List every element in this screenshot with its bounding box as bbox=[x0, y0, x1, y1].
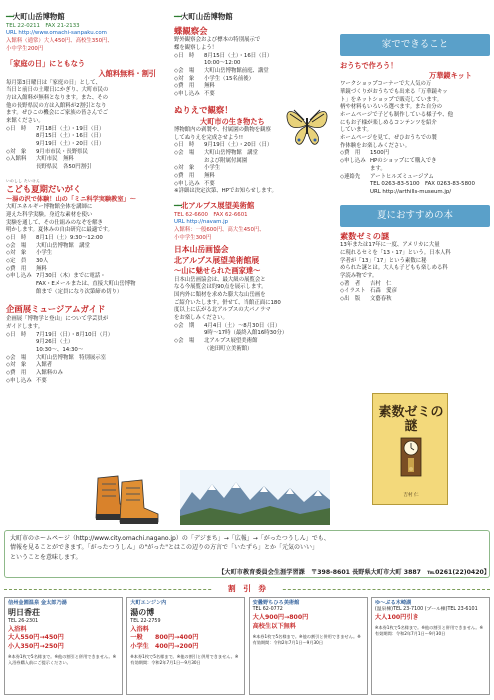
family-day-title: 「家庭の日」にともなう bbox=[6, 59, 86, 69]
kids-subtitle: ～湯の沢で体験！山の「ミニ科学実験教室」～ bbox=[6, 195, 136, 203]
mountain-painting bbox=[180, 470, 330, 525]
body-line: なる今展覧会は約90点を展示します。 bbox=[174, 284, 267, 291]
footer-line-3: ということを意味します。 bbox=[10, 553, 82, 561]
coupon-price-2: 一般 800円→400円 bbox=[130, 634, 199, 642]
detail-value: 9月19日（土）・20日（日） bbox=[204, 142, 273, 149]
detail-row bbox=[340, 158, 490, 166]
body-line: 方は入館料が無料となります。また、その bbox=[6, 94, 108, 101]
butterfly-section bbox=[174, 26, 334, 99]
detail-value: 入館者 bbox=[36, 362, 53, 369]
contact-tel: TEL 22-0211 FAX 21-2133 bbox=[6, 22, 80, 29]
detail-row bbox=[340, 288, 490, 296]
home-banner: 家でできること bbox=[340, 34, 490, 56]
detail-value: 長野県民 各50円割引 bbox=[36, 164, 92, 171]
detail-key: ◇著 者 bbox=[340, 280, 361, 287]
body-line: ご紹介いたします。併せて、当館正面に180 bbox=[174, 299, 281, 306]
body-line: められた謎とは。大人も子どもも楽しめる科 bbox=[340, 265, 448, 272]
body-line: 蝶を観察しよう！ bbox=[174, 45, 218, 52]
alps-exhibit-title: 北アルプス展望美術館展 bbox=[174, 256, 260, 266]
museum-heading-2: ━━大町山岳博物館 bbox=[174, 12, 233, 21]
alps-heading: ━━北アルプス展望美術館 bbox=[174, 201, 255, 210]
museum-heading: ━━大町山岳博物館 bbox=[6, 12, 65, 21]
book-title: 素数ゼミの謎 bbox=[340, 230, 390, 241]
museum-url[interactable]: URL http://www.omachi-sanpaku.com bbox=[6, 30, 107, 37]
detail-value: 7月19日（日）・8月10日（月） bbox=[36, 331, 114, 338]
detail-key: ◇費 用 bbox=[174, 172, 195, 179]
body-line: 他の長野県民の方は入館料が2割引となり bbox=[6, 102, 107, 109]
alps-fee-1: 入館料：一般600円、高大生450円、 bbox=[174, 226, 265, 233]
detail-key: ◇会 場 bbox=[174, 149, 195, 156]
detail-key: ◇イラスト bbox=[340, 288, 366, 295]
book-cover bbox=[372, 393, 448, 505]
alps-section bbox=[174, 201, 334, 353]
fee-line-2: 小中学生200円 bbox=[6, 45, 44, 52]
coupon-row bbox=[4, 597, 490, 695]
detail-value: アートヒルズミュージアム bbox=[370, 173, 434, 180]
detail-row bbox=[6, 250, 166, 258]
coupon-price-3: 小人350円→250円 bbox=[8, 643, 64, 651]
detail-key: ◇日 時 bbox=[174, 142, 195, 149]
detail-key: ◇日 時 bbox=[6, 331, 27, 338]
detail-key: ◇申し込み bbox=[174, 180, 200, 187]
detail-value: 小学生 bbox=[204, 165, 221, 172]
detail-row bbox=[174, 53, 334, 61]
detail-value: 館まで（定員になり次第締め切り） bbox=[36, 288, 123, 295]
body-line: 華鏡づくりがおうちでも出来る「万華鏡キッ bbox=[340, 89, 448, 96]
detail-value: 大町山岳博物館 講堂 bbox=[36, 242, 90, 249]
body-line: 学読み物です。 bbox=[340, 272, 378, 279]
fee-line-1: 入館料（通常）大人450円、高校生350円、 bbox=[6, 37, 113, 44]
coupon-card[interactable] bbox=[4, 597, 123, 695]
body-line: 度以上に広がる北アルプスの大パノラマ bbox=[174, 307, 271, 314]
body-line: ガイドします。 bbox=[6, 324, 44, 331]
book-cover-author: 吉村 仁 bbox=[403, 493, 419, 499]
detail-value: 不要 bbox=[204, 91, 215, 98]
body-line: 柄や材料もいろいろ選べます。また自分の bbox=[340, 104, 442, 111]
alps-museum-name: 北アルプス展望美術館 bbox=[180, 201, 255, 210]
family-day-details bbox=[6, 126, 166, 172]
alps-body bbox=[174, 277, 334, 323]
detail-key: ◇対 象 bbox=[6, 148, 27, 155]
detail-row bbox=[6, 289, 166, 297]
coupon-notes: ※本券1枚で5名様まで。※他の割引と併用できません。※有効期間：令和2年7月1日～9月30日 bbox=[374, 624, 484, 636]
coupon-label: 安曇野ちひろ美術館 bbox=[252, 600, 300, 606]
coupon-card[interactable] bbox=[249, 597, 368, 695]
detail-key: ◇入館料 bbox=[6, 156, 27, 163]
detail-key: ◇申し込み bbox=[6, 273, 32, 280]
detail-row bbox=[174, 158, 334, 166]
detail-value: 不要 bbox=[36, 377, 47, 384]
detail-row bbox=[174, 165, 334, 173]
detail-value: 9時～17時（最終入館16時30分） bbox=[204, 330, 288, 337]
detail-value: 8月15日（土）・16日（日） bbox=[36, 133, 105, 140]
detail-value: 小学生 bbox=[36, 250, 53, 257]
butterfly-illustration bbox=[282, 100, 332, 150]
detail-row bbox=[6, 273, 166, 281]
detail-row bbox=[174, 76, 334, 84]
gallery-title: 企画展ミュージアムガイド bbox=[6, 304, 106, 315]
detail-row bbox=[6, 370, 166, 378]
detail-row bbox=[6, 347, 166, 355]
detail-row bbox=[340, 174, 490, 182]
coupon-notes: ※本券1枚で5名様まで。※他の割引と併用できません。※有効期間：令和2年7月1日～9月30日 bbox=[130, 653, 239, 665]
detail-row bbox=[6, 164, 166, 172]
book-body bbox=[340, 242, 490, 280]
detail-key: ◇連絡先 bbox=[340, 173, 361, 180]
family-day-subtitle: 入館料無料・割引 bbox=[98, 69, 156, 79]
museum-name: 大町山岳博物館 bbox=[12, 12, 65, 21]
alps-url[interactable]: URL http://navam.jp bbox=[174, 219, 229, 226]
detail-key: ◇費 用 bbox=[340, 150, 361, 157]
detail-value: 大町山岳博物館 特別展示室 bbox=[36, 354, 107, 361]
body-line: ト」をネットショップで販売しています。 bbox=[340, 96, 443, 103]
coupon-title: 割 引 券 bbox=[212, 583, 282, 595]
detail-row bbox=[174, 91, 334, 99]
left-column bbox=[6, 12, 166, 385]
detail-value: 吉村 仁 bbox=[370, 280, 392, 287]
detail-key: ◇会 期 bbox=[174, 322, 195, 329]
body-line: ワークショップコーナーで大人気の万 bbox=[340, 81, 432, 88]
detail-key: ◇日 時 bbox=[6, 235, 27, 242]
butterfly-details bbox=[174, 53, 334, 99]
detail-row bbox=[174, 338, 334, 346]
craft-section bbox=[340, 61, 490, 197]
detail-row bbox=[6, 362, 166, 370]
alps-tel: TEL 62-6600 FAX 62-6601 bbox=[174, 211, 248, 218]
detail-row bbox=[340, 181, 490, 189]
gallery-details bbox=[6, 332, 166, 386]
body-line: に現れるセミを「13・17」という。日本人科 bbox=[340, 249, 451, 256]
kids-details bbox=[6, 235, 166, 296]
detail-row bbox=[6, 258, 166, 266]
body-line: しています。 bbox=[340, 127, 372, 134]
coupon-card[interactable] bbox=[126, 597, 245, 695]
body-line: 作体験をお楽しみください。 bbox=[340, 142, 411, 149]
body-line: 実験を通して、その仕組みのなぞを解き bbox=[6, 219, 103, 226]
coupon-card[interactable] bbox=[371, 597, 490, 695]
detail-key: ◇費 用 bbox=[174, 83, 195, 90]
detail-value: 入館料のみ bbox=[36, 370, 63, 377]
detail-value: 8月1日（土）9:30～12:00 bbox=[36, 235, 103, 242]
book-cover-title: 素数ゼミの謎 bbox=[378, 405, 444, 435]
craft-title: おうちで作ろう！ bbox=[340, 61, 398, 70]
nurie-title: ぬりえで観察！ bbox=[174, 104, 233, 115]
craft-details bbox=[340, 150, 490, 196]
detail-row bbox=[340, 150, 490, 158]
detail-value: 不要 bbox=[204, 180, 215, 187]
detail-value: 9月26日（土） bbox=[36, 339, 74, 346]
detail-key: ◇会 場 bbox=[174, 337, 195, 344]
coupon-price-3: 小学生 400円→200円 bbox=[130, 643, 199, 651]
coupon-name: 明日香荘 bbox=[8, 608, 40, 618]
detail-row bbox=[6, 332, 166, 340]
body-line: 学者が「13」「17」という素数に秘 bbox=[340, 257, 427, 264]
alps-exhibit-pre: 日本山岳画協会 bbox=[174, 245, 229, 255]
detail-value: 北アルプス展望美術館 bbox=[204, 337, 258, 344]
detail-value: 4月4日（土）～8月30日（日） bbox=[204, 322, 281, 329]
detail-key: ◇定 員 bbox=[6, 258, 27, 265]
coupon-price-1: 大人100円引き bbox=[374, 614, 419, 622]
detail-value: ます。 bbox=[370, 165, 386, 172]
detail-value: 小学生（15名前後） bbox=[204, 75, 254, 82]
detail-value: 大町山岳博物館前庭、講堂 bbox=[204, 68, 269, 75]
detail-key: ◇対 象 bbox=[174, 75, 195, 82]
coupon-price-2: 大人550円→450円 bbox=[8, 634, 64, 642]
gallery-body bbox=[6, 316, 166, 331]
detail-key: ◇費 用 bbox=[6, 265, 27, 272]
clock-illustration bbox=[395, 436, 427, 480]
book-details bbox=[340, 281, 490, 304]
detail-row bbox=[6, 378, 166, 386]
detail-row bbox=[174, 346, 334, 354]
coupon-name: 湯の博 bbox=[130, 608, 155, 618]
gallery-section bbox=[6, 304, 166, 385]
body-line: してぬりえを完成させよう!! bbox=[174, 134, 244, 141]
detail-key: ◇申し込み bbox=[6, 377, 32, 384]
right-column bbox=[340, 34, 490, 304]
nurie-note: ※詳細は決定次第、HPでお知らせします。 bbox=[174, 188, 277, 195]
body-line: 明かします。夏休みの自由研究に最適です。 bbox=[6, 227, 113, 234]
kids-body bbox=[6, 204, 166, 235]
detail-row bbox=[340, 166, 490, 174]
kids-section bbox=[6, 180, 166, 297]
body-line: ます。ぜひこの機会にご家族の皆さんでご bbox=[6, 110, 108, 117]
detail-value: FAX・Eメールまたは、直接大町山岳博物 bbox=[36, 281, 136, 288]
body-line: 当日と前日の土曜日にかぎり、大町市民の bbox=[6, 87, 109, 94]
detail-row bbox=[340, 189, 490, 197]
detail-key: ◇申し込み bbox=[174, 91, 200, 98]
alps-fee-2: 小中学生300円 bbox=[174, 234, 212, 241]
coupon-notes: ※本券1枚で5名様まで。※他の割引と併用できません。※有効期間：令和2年7月1日～9月30日 bbox=[252, 633, 361, 645]
detail-value: 1500円 bbox=[370, 150, 390, 157]
detail-row bbox=[174, 83, 334, 91]
body-line: にもお子様が楽しめるコンテンツを紹介 bbox=[340, 119, 437, 126]
body-line: 企画展「博物学と登山」について学芸員が bbox=[6, 316, 109, 323]
detail-value: 8月15日（土）・16日（日） bbox=[204, 52, 273, 59]
kids-ruby: いのしし たいけん bbox=[6, 178, 41, 183]
detail-row bbox=[174, 173, 334, 181]
coupon-label: ゆ～ぷる木崎湖 bbox=[374, 600, 412, 606]
detail-key: ◇会 場 bbox=[6, 354, 27, 361]
family-day-body bbox=[6, 80, 166, 126]
detail-row bbox=[174, 330, 334, 338]
body-line: ホームページで子ども制作している様子や、他 bbox=[340, 112, 453, 119]
detail-key: ◇対 象 bbox=[174, 165, 195, 172]
butterfly-title: 蝶観察会 bbox=[174, 25, 208, 36]
craft-subtitle: 万華鏡キット bbox=[429, 71, 472, 81]
body-line: ホームページを見て、ぜひおうちでの製 bbox=[340, 135, 437, 142]
body-line: 迎えた科学実験。身近な素材を使い bbox=[6, 212, 93, 219]
coupon-price-2: 高校生以下無料 bbox=[252, 622, 296, 630]
coupon-price-1: 大人900円→800円 bbox=[252, 614, 309, 622]
hiking-boots-illustration bbox=[92, 470, 164, 528]
footer-contact: 【大町市教育委員会生涯学習課 〒398-8601 長野県大町市大町 3887 ℡0261(22)0420】 bbox=[218, 569, 490, 576]
detail-value: HPのショップにて購入でき bbox=[370, 158, 437, 165]
coupon-label: 信州金園温泉 金太郎乃湯 bbox=[8, 600, 67, 606]
detail-value: 無料 bbox=[204, 83, 215, 90]
detail-row bbox=[6, 141, 166, 149]
detail-value: 7月30日（木）までに電話・ bbox=[36, 273, 106, 280]
detail-key: ◇申し込み bbox=[340, 158, 366, 165]
detail-value: 7月18日（土）・19日（日） bbox=[36, 125, 105, 132]
body-line: 大町エネルギー博物館全体を講師に bbox=[6, 204, 93, 211]
body-line: をお楽しみください。 bbox=[174, 314, 228, 321]
coupon-tel: TEL 26-2301 bbox=[8, 618, 39, 624]
coupon-notes: ※本券1枚で5名様まで。※他の割引と併用できません。※入浴券購入前にご提示ください。 bbox=[8, 653, 117, 665]
detail-key: ◇会 場 bbox=[6, 242, 27, 249]
butterfly-body bbox=[174, 37, 334, 52]
detail-value: 無料 bbox=[204, 172, 215, 179]
coupon-label: 大町エンジン内 bbox=[130, 600, 167, 606]
detail-key: ◇日 時 bbox=[174, 52, 195, 59]
body-line: 野外観察会および標本の特別展示で bbox=[174, 37, 261, 44]
detail-value: 大町市民 無料 bbox=[36, 156, 74, 163]
coupon-tel: TEL 22-2759 bbox=[130, 618, 161, 624]
detail-row bbox=[6, 355, 166, 363]
detail-value: TEL 0263-83-5100 FAX 0263-83-5800 bbox=[370, 181, 475, 188]
detail-row bbox=[6, 339, 166, 347]
museum-name-2: 大町山岳博物館 bbox=[180, 12, 233, 21]
coupon-header bbox=[4, 583, 490, 595]
coupon-tel: (温泉棟)TEL 23-7100 (プール棟)TEL 23-6101 bbox=[374, 607, 478, 613]
body-line: 国内外に類材を求めた膨大な山岳画を bbox=[174, 291, 266, 298]
nurie-subtitle: 大町市の生き物たち bbox=[200, 116, 265, 126]
detail-key: ◇対 象 bbox=[6, 362, 27, 369]
detail-value: （池田町立美術館） bbox=[204, 345, 253, 352]
detail-value: 10:30～、14:30～ bbox=[36, 347, 84, 354]
body-line: 博物館内の剥製や、付属園の動物を観察 bbox=[174, 126, 271, 133]
footer-line-2: 情報を見ることができます。「がったつうしん」の"がった"とはこの辺りの方言で「いたずら」とか「元気のいい」 bbox=[10, 544, 319, 552]
detail-row bbox=[6, 235, 166, 243]
detail-value: 無料 bbox=[36, 265, 47, 272]
body-line: 毎月第3日曜日は「家庭の日」として、 bbox=[6, 79, 101, 86]
alps-exhibit-subtitle: ～山に魅せられた画家達～ bbox=[174, 266, 261, 276]
detail-key: ◇日 時 bbox=[6, 125, 27, 132]
craft-body bbox=[340, 81, 490, 150]
coupon-tel: TEL 62-0772 bbox=[252, 607, 283, 613]
detail-row bbox=[340, 296, 490, 304]
detail-value: 9月19日（土）・20日（日） bbox=[36, 141, 105, 148]
detail-key: ◇会 場 bbox=[174, 68, 195, 75]
coupon-price-1: 入浴料 bbox=[8, 625, 27, 633]
detail-row bbox=[174, 150, 334, 158]
detail-value: 石森 愛彦 bbox=[370, 288, 397, 295]
family-day-section bbox=[6, 59, 166, 172]
detail-key: ◇費 用 bbox=[6, 370, 27, 377]
middle-column bbox=[174, 12, 334, 353]
detail-value: 文藝春秋 bbox=[370, 295, 392, 302]
detail-row bbox=[6, 156, 166, 164]
coupon-price-1: 入浴料 bbox=[130, 625, 149, 633]
summer-banner: 夏におすすめの本 bbox=[340, 205, 490, 227]
detail-value: および附属付属園 bbox=[204, 157, 248, 164]
body-line: 13年または17年に一度、アメリカに大量 bbox=[340, 242, 440, 249]
kids-title: こども夏期だいがく bbox=[6, 183, 82, 194]
detail-value: 10:00～12:00 bbox=[204, 60, 241, 67]
detail-row bbox=[6, 149, 166, 157]
detail-key: ◇出 版 bbox=[340, 295, 361, 302]
alps-details bbox=[174, 323, 334, 354]
detail-value: 大町山岳博物館 講堂 bbox=[204, 149, 258, 156]
detail-row bbox=[6, 281, 166, 289]
detail-row bbox=[174, 68, 334, 76]
footer-line-1: 大町市のホームページ（http://www.city.omachi.nagano.jp）の「デジまち」→「広報」→「がったつうしん」でも、 bbox=[10, 535, 330, 542]
detail-row bbox=[174, 60, 334, 68]
detail-row bbox=[6, 133, 166, 141]
book-section bbox=[340, 231, 490, 304]
body-line: 来館ください。 bbox=[6, 118, 44, 124]
detail-row bbox=[6, 243, 166, 251]
body-line: 日本山岳画協会は、最大級の展覧会と bbox=[174, 276, 266, 283]
detail-value: URL http://arthills-museum.jp/ bbox=[370, 188, 452, 195]
detail-value: 9月市市民・長野県民 bbox=[36, 148, 88, 155]
detail-value: 30人 bbox=[36, 258, 49, 265]
detail-key: ◇対 象 bbox=[6, 250, 27, 257]
